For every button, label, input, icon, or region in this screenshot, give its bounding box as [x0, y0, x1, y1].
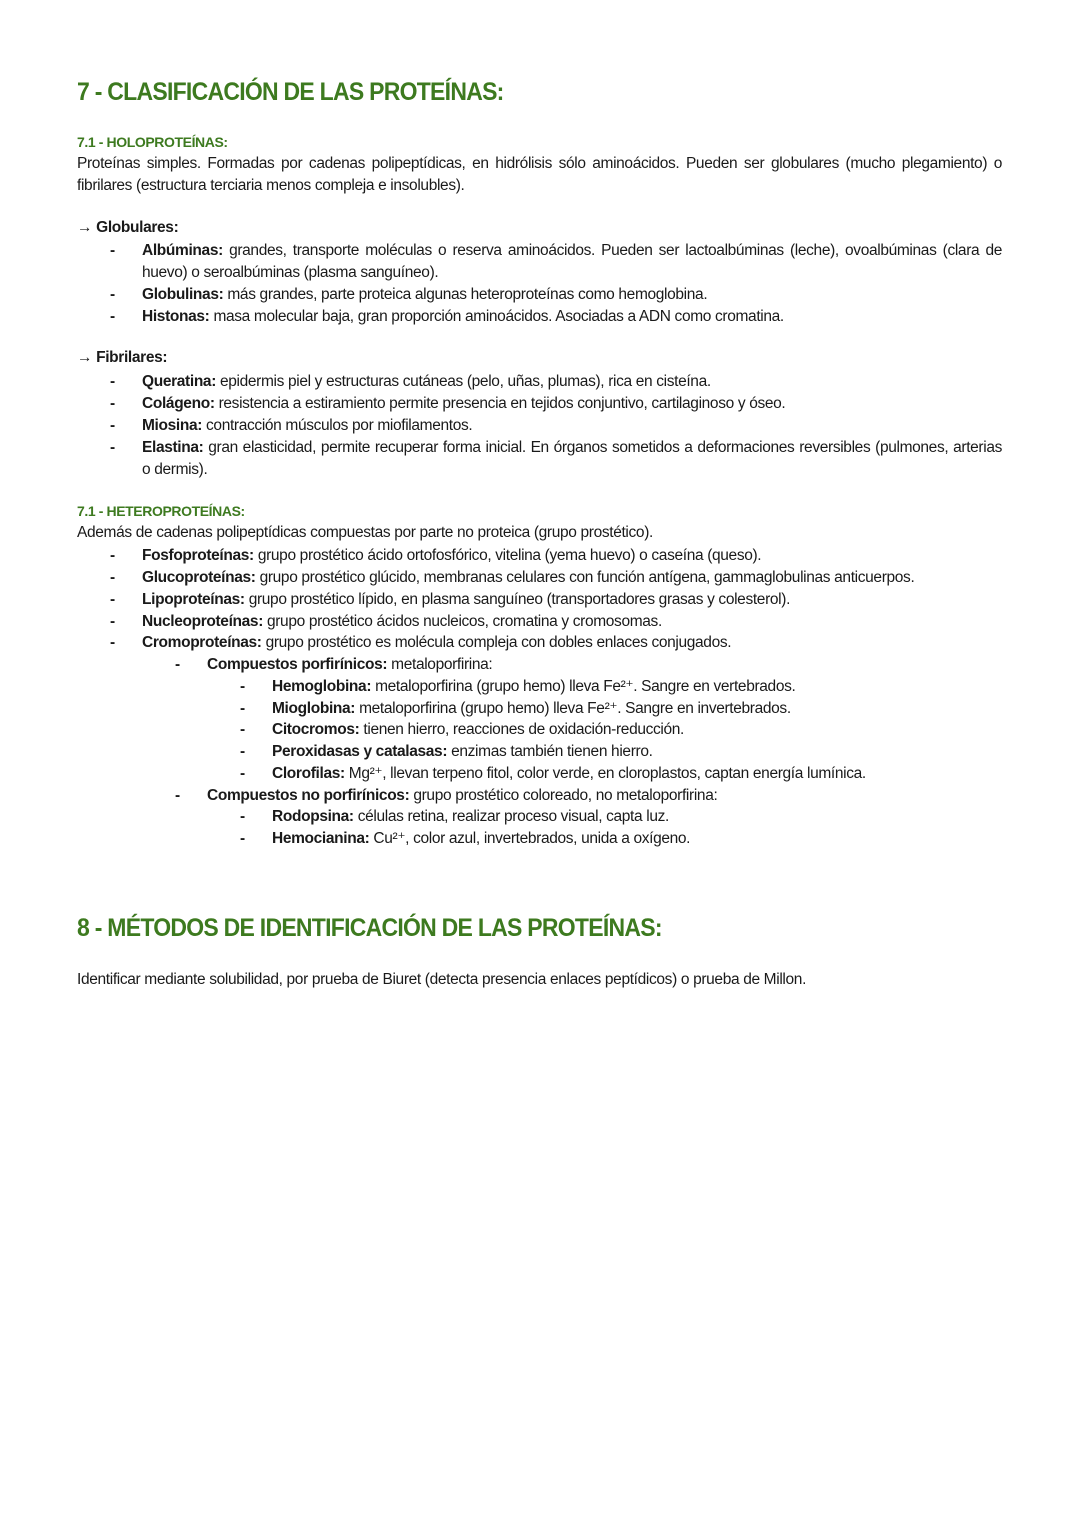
- item-desc: metaloporfirina:: [387, 656, 493, 673]
- bullet-dash: -: [240, 808, 245, 825]
- item-term: Clorofilas:: [272, 765, 345, 782]
- bullet-dash: -: [240, 765, 245, 782]
- item-desc: grupo prostético es molécula compleja con dobles enlaces conjugados.: [261, 634, 732, 651]
- item-term: Elastina:: [142, 439, 204, 456]
- item-desc: grandes, transporte moléculas o reserva aminoácidos. Pueden ser lactoalbúminas (leche), ovoalbúminas (clara de huevo) o seroalbúminas (plasma sanguíneo).: [142, 242, 1002, 281]
- item-desc: gran elasticidad, permite recuperar forma inicial. En órganos sometidos a deformaciones reversibles (pulmones, arterias o dermis).: [142, 439, 1002, 478]
- item-desc: células retina, realizar proceso visual, capta luz.: [353, 808, 669, 825]
- holoproteinas-intro: Proteínas simples. Formadas por cadenas polipeptídicas, en hidrólisis sólo aminoácidos. Pueden ser globulares (mucho plegamiento) o fibrilares (estructura terciaria menos compleja e insolubles).: [77, 155, 1002, 194]
- bullet-dash: -: [175, 656, 180, 673]
- item-desc: epidermis piel y estructuras cutáneas (pelo, uñas, plumas), rica en cisteína.: [216, 373, 711, 390]
- item-desc: grupo prostético ácido ortofosfórico, vitelina (yema huevo) o caseína (queso).: [253, 547, 762, 564]
- bullet-dash: -: [110, 373, 115, 390]
- bullet-dash: -: [110, 613, 115, 630]
- bullet-dash: -: [110, 439, 115, 456]
- item-desc: Mg²⁺, llevan terpeno fitol, color verde, en cloroplastos, captan energía lumínica.: [344, 765, 866, 782]
- item-term: Histonas:: [142, 308, 210, 325]
- item-desc: Cu²⁺, color azul, invertebrados, unida a oxígeno.: [369, 830, 691, 847]
- item-term: Citocromos:: [272, 721, 360, 738]
- bullet-dash: -: [110, 242, 115, 259]
- heteroproteinas-title: 7.1 - HETEROPROTEÍNAS:: [77, 503, 245, 519]
- item-term: Hemoglobina:: [272, 678, 372, 695]
- bullet-dash: -: [110, 417, 115, 434]
- heteroproteinas-intro: Además de cadenas polipeptídicas compuestas por parte no proteica (grupo prostético).: [77, 524, 653, 541]
- item-desc: tienen hierro, reacciones de oxidación-reducción.: [359, 721, 684, 738]
- item-term: Albúminas:: [142, 242, 223, 259]
- bullet-dash: -: [110, 547, 115, 564]
- item-desc: enzimas también tienen hierro.: [447, 743, 653, 760]
- item-desc: resistencia a estiramiento permite presencia en tejidos conjuntivo, cartilaginoso y óseo.: [214, 395, 786, 412]
- bullet-dash: -: [175, 787, 180, 804]
- item-term: Rodopsina:: [272, 808, 354, 825]
- item-desc: masa molecular baja, gran proporción aminoácidos. Asociadas a ADN como cromatina.: [209, 308, 784, 325]
- bullet-dash: -: [110, 308, 115, 325]
- bullet-dash: -: [110, 286, 115, 303]
- item-desc: metaloporfirina (grupo hemo) lleva Fe²⁺. Sangre en invertebrados.: [355, 700, 791, 717]
- bullet-dash: -: [110, 395, 115, 412]
- item-term: Glucoproteínas:: [142, 569, 256, 586]
- item-desc: contracción músculos por miofilamentos.: [202, 417, 473, 434]
- globulares-heading: → Globulares:: [77, 219, 179, 236]
- item-term: Fosfoproteínas:: [142, 547, 254, 564]
- bullet-dash: -: [110, 591, 115, 608]
- bullet-dash: -: [110, 634, 115, 651]
- fibrilares-heading: → Fibrilares:: [77, 349, 168, 366]
- bullet-dash: -: [240, 678, 245, 695]
- item-term: Queratina:: [142, 373, 217, 390]
- section-8-title: 8 - MÉTODOS DE IDENTIFICACIÓN DE LAS PROTEÍNAS:: [77, 914, 662, 942]
- bullet-dash: -: [240, 743, 245, 760]
- item-desc: grupo prostético lípido, en plasma sanguíneo (transportadores grasas y colesterol).: [244, 591, 791, 608]
- holoproteinas-title: 7.1 - HOLOPROTEÍNAS:: [77, 134, 228, 150]
- item-term: Peroxidasas y catalasas:: [272, 743, 448, 760]
- item-term: Miosina:: [142, 417, 203, 434]
- bullet-dash: -: [240, 721, 245, 738]
- item-term: Lipoproteínas:: [142, 591, 245, 608]
- bullet-dash: -: [110, 569, 115, 586]
- item-term: Compuestos no porfirínicos:: [207, 787, 410, 804]
- section-7-title: 7 - CLASIFICACIÓN DE LAS PROTEÍNAS:: [77, 78, 504, 106]
- section-8-text: Identificar mediante solubilidad, por prueba de Biuret (detecta presencia enlaces peptídicos) o prueba de Millon.: [77, 971, 807, 988]
- item-desc: grupo prostético coloreado, no metaloporfirina:: [409, 787, 718, 804]
- item-term: Nucleoproteínas:: [142, 613, 264, 630]
- bullet-dash: -: [240, 830, 245, 847]
- item-desc: grupo prostético glúcido, membranas celulares con función antígena, gammaglobulinas anticuerpos.: [255, 569, 915, 586]
- item-term: Cromoproteínas:: [142, 634, 262, 651]
- item-desc: grupo prostético ácidos nucleicos, cromatina y cromosomas.: [263, 613, 662, 630]
- item-term: Globulinas:: [142, 286, 224, 303]
- item-desc: más grandes, parte proteica algunas heteroproteínas como hemoglobina.: [223, 286, 708, 303]
- item-term: Colágeno:: [142, 395, 215, 412]
- bullet-dash: -: [240, 700, 245, 717]
- item-term: Mioglobina:: [272, 700, 356, 717]
- item-desc: metaloporfirina (grupo hemo) lleva Fe²⁺. Sangre en vertebrados.: [371, 678, 796, 695]
- item-term: Hemocianina:: [272, 830, 370, 847]
- item-term: Compuestos porfirínicos:: [207, 656, 388, 673]
